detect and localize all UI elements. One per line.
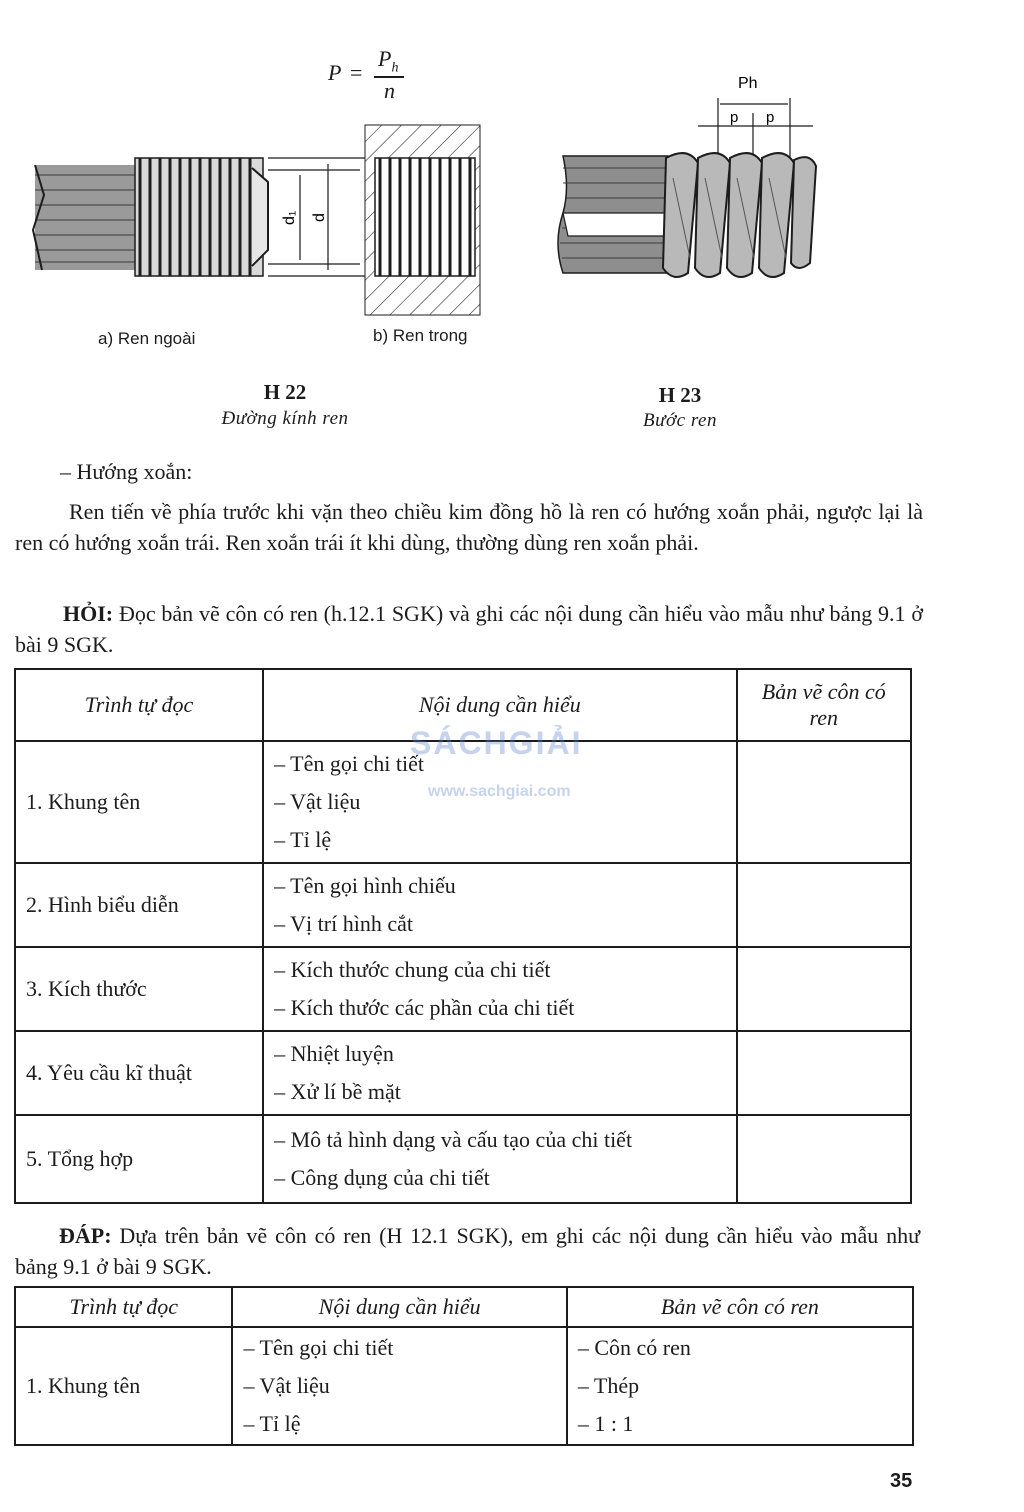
formula-lhs: P	[328, 60, 342, 85]
section-heading: – Hướng xoắn:	[60, 459, 193, 484]
table-row	[15, 1031, 911, 1115]
formula-denominator: n	[384, 78, 395, 103]
section-body: Ren tiến về phía trước khi vặn theo chiều kim đồng hồ là ren có hướng xoắn phải, ngược lại là ren có hướng xoắn trái. Ren xoắn trái ít khi dùng, thường dùng ren xoắn phải.	[15, 499, 923, 555]
figure-23-number: H 23	[658, 383, 702, 407]
row-items: – Kích thước chung của chi tiết – Kích thước các phần của chi tiết	[263, 947, 736, 1031]
question-label: HỎI:	[63, 601, 114, 626]
figure-22-drawing	[30, 120, 490, 320]
row-items: – Mô tả hình dạng và cấu tạo của chi tiết – Công dụng của chi tiết	[263, 1115, 736, 1203]
dim-ph-label: Ph	[738, 75, 758, 92]
row-items: – Tên gọi hình chiếu – Vị trí hình cắt	[263, 863, 736, 947]
row-answers: – Côn có ren – Thép – 1 : 1	[567, 1327, 913, 1445]
page-number: 35	[890, 1470, 913, 1492]
row-items: – Nhiệt luyện – Xử lí bề mặt	[263, 1031, 736, 1115]
figure-22b-label: b) Ren trong	[373, 326, 468, 345]
row-answer-cell	[737, 741, 912, 863]
row-answer-cell	[737, 1031, 912, 1115]
table-row	[15, 947, 911, 1031]
table-row	[15, 1115, 911, 1203]
figure-22-number: H 22	[263, 380, 307, 404]
table-header-row	[15, 1287, 913, 1327]
watermark-brand: SÁCHGIẢI	[410, 725, 583, 761]
row-step: 4. Yêu cầu kĩ thuật	[15, 1031, 263, 1115]
header-content: Nội dung cần hiểu	[263, 669, 736, 741]
row-answer-cell	[737, 1115, 912, 1203]
formula-numerator: $P_h$	[378, 46, 399, 76]
dim-p2-label: p	[766, 109, 775, 126]
row-step: 1. Khung tên	[15, 741, 263, 863]
table-row	[15, 1327, 913, 1445]
watermark-url: www.sachgiai.com	[428, 783, 571, 800]
thread-pitch-illustration	[548, 68, 828, 288]
answer-text: Dựa trên bản vẽ côn có ren (H 12.1 SGK), em ghi các nội dung cần hiểu vào mẫu như bảng 9.1 ở bài 9 SGK.	[15, 1223, 920, 1279]
thread-diameter-illustration	[30, 120, 490, 320]
row-answer-cell	[737, 863, 912, 947]
figure-22-caption: Đường kính ren	[221, 408, 349, 429]
row-step: 2. Hình biểu diễn	[15, 863, 263, 947]
answer-paragraph	[15, 1220, 920, 1282]
row-items: – Tên gọi chi tiết – Vật liệu – Tỉ lệ	[263, 741, 736, 863]
pitch-formula	[328, 46, 418, 106]
header-drawing: Bản vẽ côn có ren	[567, 1287, 913, 1327]
dim-p1-label: p	[730, 109, 739, 126]
answer-label: ĐÁP:	[59, 1223, 112, 1248]
question-text: Đọc bản vẽ côn có ren (h.12.1 SGK) và ghi các nội dung cần hiểu vào mẫu như bảng 9.1 ở bài 9 SGK.	[15, 601, 923, 657]
row-step: 3. Kích thước	[15, 947, 263, 1031]
dim-d1-label: d₁	[281, 210, 298, 225]
figure-23-drawing	[548, 68, 828, 288]
row-answer-cell	[737, 947, 912, 1031]
header-reading-order: Trình tự đọc	[15, 669, 263, 741]
question-paragraph	[15, 598, 923, 660]
header-content: Nội dung cần hiểu	[232, 1287, 566, 1327]
figure-22a-label: a) Ren ngoài	[98, 329, 196, 348]
dim-d-label: d	[311, 213, 328, 222]
formula-eq: =	[350, 60, 363, 85]
row-step: 5. Tổng hợp	[15, 1115, 263, 1203]
header-reading-order: Trình tự đọc	[15, 1287, 232, 1327]
header-drawing: Bản vẽ côn có ren	[737, 669, 912, 741]
row-step: 1. Khung tên	[15, 1327, 232, 1445]
table-row	[15, 863, 911, 947]
row-items: – Tên gọi chi tiết – Vật liệu – Tỉ lệ	[232, 1327, 566, 1445]
answer-table	[14, 1286, 914, 1446]
figure-23-caption: Bước ren	[643, 410, 717, 431]
